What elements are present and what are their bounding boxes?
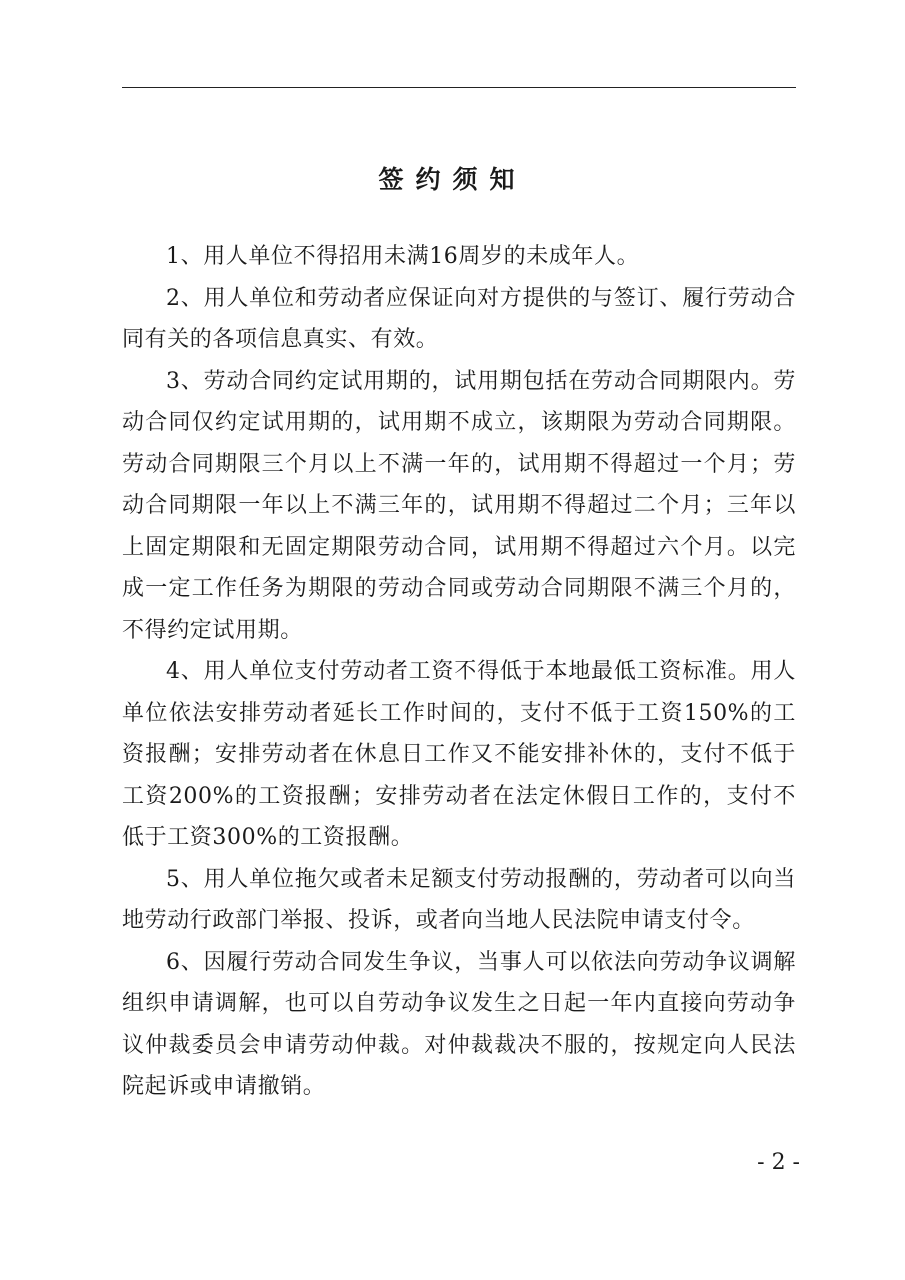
notice-item-2: 2、用人单位和劳动者应保证向对方提供的与签订、履行劳动合同有关的各项信息真实、有效。 xyxy=(122,285,796,352)
notice-item-6: 6、因履行劳动合同发生争议，当事人可以依法向劳动争议调解组织申请调解，也可以自劳动争议发生之日起一年内直接向劳动争议仲裁委员会申请劳动仲裁。对仲裁裁决不服的，按规定向人民法院起诉或申请撤销。 xyxy=(122,949,796,1099)
page-number: - 2 - xyxy=(757,1150,800,1175)
notice-item-3: 3、劳动合同约定试用期的，试用期包括在劳动合同期限内。劳动合同仅约定试用期的，试用期不成立，该期限为劳动合同期限。劳动合同期限三个月以上不满一年的，试用期不得超过一个月；劳动合同期限一年以上不满三年的，试用期不得超过二个月；三年以上固定期限和无固定期限劳动合同，试用期不得超过六个月。以完成一定工作任务为期限的劳动合同或劳动合同期限不满三个月的，不得约定试用期。 xyxy=(122,368,796,643)
notice-item-4: 4、用人单位支付劳动者工资不得低于本地最低工资标准。用人单位依法安排劳动者延长工作时间的，支付不低于工资150%的工资报酬；安排劳动者在休息日工作又不能安排补休的，支付不低于工资200%的工资报酬；安排劳动者在法定休假日工作的，支付不低于工资300%的工资报酬。 xyxy=(122,659,796,850)
header-rule xyxy=(122,87,796,88)
notice-body xyxy=(122,236,796,1108)
page-title: 签约须知 xyxy=(378,165,527,194)
notice-item-1: 1、用人单位不得招用未满16周岁的未成年人。 xyxy=(166,244,640,269)
notice-item-5: 5、用人单位拖欠或者未足额支付劳动报酬的，劳动者可以向当地劳动行政部门举报、投诉，或者向当地人民法院申请支付令。 xyxy=(122,866,796,933)
